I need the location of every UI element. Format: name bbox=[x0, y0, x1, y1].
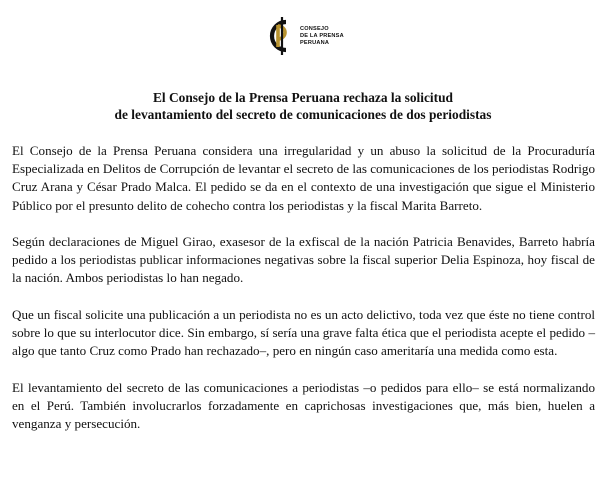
organization-name-line: DE LA PRENSA bbox=[300, 33, 344, 39]
statement-title bbox=[0, 89, 606, 123]
paragraph: Que un fiscal solicite una publicación a un periodista no es un acto delictivo, toda vez que éste no tiene control sobre lo que su interlocutor dice. Sin embargo, sí sería una grave falta ética que el periodista acepte el pedido –algo que tanto Cruz como Prado han rechazado–, pero en ningún caso ameritaría una medida como esta. bbox=[12, 306, 595, 359]
statement-title-line: de levantamiento del secreto de comunicaciones de dos periodistas bbox=[114, 107, 492, 122]
statement-title-line: El Consejo de la Prensa Peruana rechaza la solicitud bbox=[152, 90, 454, 105]
organization-name bbox=[300, 26, 344, 47]
paragraph: El levantamiento del secreto de las comunicaciones a periodistas –o pedidos para ello– se está normalizando en el Perú. También involucrarlos forzadamente en caprichosas investigaciones que, más bien, huelen a venganza y persecución. bbox=[12, 379, 595, 431]
organization-logo bbox=[262, 14, 372, 58]
organization-name-line: CONSEJO bbox=[300, 26, 329, 32]
cpp-logo-icon bbox=[262, 14, 298, 58]
paragraph: El Consejo de la Prensa Peruana considera una irregularidad y un abuso la solicitud de la Procuraduría Especializada en Delitos de Corrupción de levantar el secreto de las comunicaciones de los periodistas Rodrigo Cruz Arana y César Prado Malca. El pedido se da en el contexto de una investigación que sigue el Ministerio Público por el presunto delito de cohecho contra los periodistas y la fiscal Marita Barreto. bbox=[12, 143, 595, 213]
organization-name-line: PERUANA bbox=[300, 40, 330, 46]
paragraph: Según declaraciones de Miguel Girao, exasesor de la exfiscal de la nación Patricia Benavides, Barreto habría pedido a los periodistas publicar informaciones negativas sobre la fiscal superior Delia Espinoza, hoy fiscal de la nación. Ambos periodistas lo han negado. bbox=[12, 234, 595, 286]
statement-body bbox=[12, 142, 595, 451]
